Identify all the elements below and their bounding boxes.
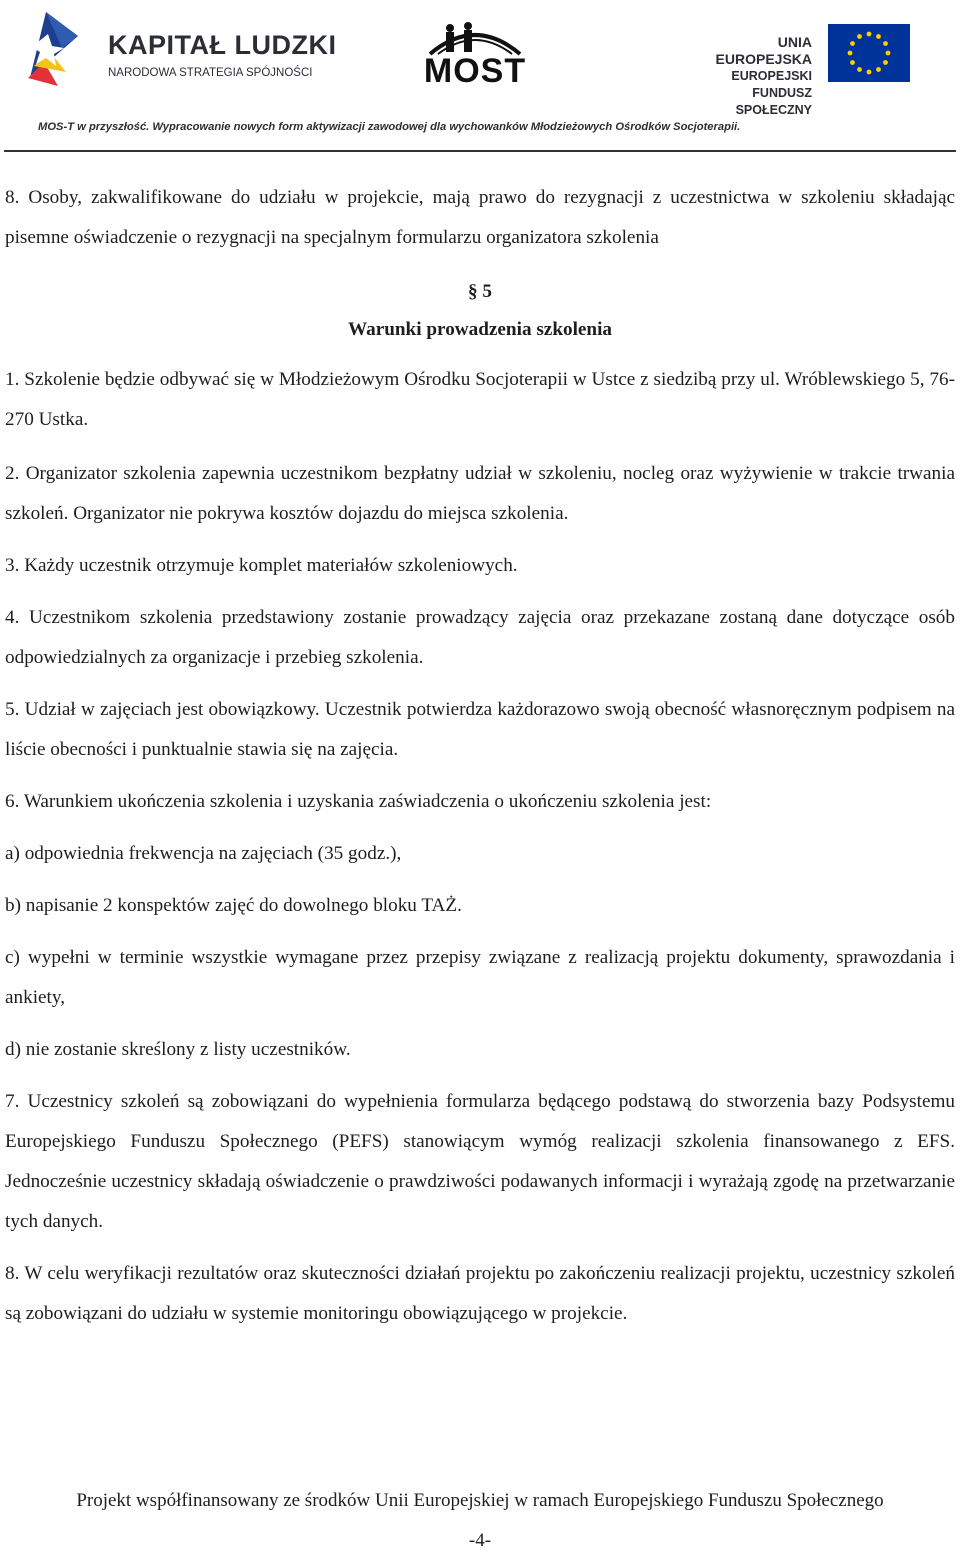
document-body (5, 178, 955, 1334)
paragraph-8: 8. W celu weryfikacji rezultatów oraz skuteczności działań projektu po zakończeniu realizacji projektu, uczestnicy szkoleń są zobowiązani do udziału w systemie monitoringu obowiązującego w projekcie. (5, 1263, 955, 1324)
page-footer: Projekt współfinansowany ze środków Unii Europejskiej w ramach Europejskiego Funduszu Społecznego (76, 1490, 884, 1511)
paragraph-7: 7. Uczestnicy szkoleń są zobowiązani do wypełnienia formularza będącego podstawą do stworzenia bazy Podsystemu Europejskiego Funduszu Społecznego (PEFS) stanowiącym wymóg realizacji szkolenia finansowanego z EFS. Jednocześnie uczestnicy składają oświadczenie o prawdziwości podawanych informacji i wyrażają zgodę na przetwarzanie tych danych. (5, 1091, 955, 1232)
project-tagline: MOS-T w przyszłość. Wypracowanie nowych form aktywizacji zawodowej dla wychowanków Młodzieżowych Ośrodków Socjoterapii. (38, 121, 741, 133)
paragraph-3: 3. Każdy uczestnik otrzymuje komplet materiałów szkoleniowych. (5, 555, 518, 576)
header-divider (4, 150, 956, 152)
kapital-ludzki-title: KAPITAŁ LUDZKI (108, 30, 337, 60)
most-logo-text: MOST (423, 52, 527, 90)
paragraph-5: 5. Udział w zajęciach jest obowiązkowy. Uczestnik potwierdza każdorazowo swoją obecność własnoręcznym podpisem na liście obecności i punktualnie stawia się na zajęcia. (5, 699, 955, 760)
paragraph-4: 4. Uczestnikom szkolenia przedstawiony zostanie prowadzący zajęcia oraz przekazane zostaną dane dotyczące osób odpowiedzialnych za organizacje i przebieg szkolenia. (5, 607, 955, 668)
paragraph-6c: c) wypełni w terminie wszystkie wymagane przez przepisy związane z realizacją projektu dokumenty, sprawozdania i ankiety, (5, 947, 955, 1008)
kapital-ludzki-logo (24, 8, 344, 98)
eu-logo-text (682, 34, 812, 119)
eu-line-2: EUROPEJSKI (731, 69, 812, 83)
paragraph-6a: a) odpowiednia frekwencja na zajęciach (35 godz.), (5, 843, 402, 864)
eu-flag-icon (828, 24, 910, 82)
kapital-ludzki-subtitle: NARODOWA STRATEGIA SPÓJNOŚCI (108, 67, 313, 79)
eu-line-1: UNIA EUROPEJSKA (715, 34, 812, 67)
eu-line-3: FUNDUSZ SPOŁECZNY (735, 86, 812, 117)
paragraph-6b: b) napisanie 2 konspektów zajęć do dowolnego bloku TAŻ. (5, 895, 462, 916)
kapital-ludzki-emblem-icon (24, 8, 94, 98)
paragraph-2: 2. Organizator szkolenia zapewnia uczestnikom bezpłatny udział w szkoleniu, nocleg oraz wyżywienie w trakcie trwania szkoleń. Organizator nie pokrywa kosztów dojazdu do miejsca szkolenia. (5, 463, 955, 524)
section-title: Warunki prowadzenia szkolenia (347, 319, 613, 340)
eu-logo (682, 24, 922, 117)
paragraph-6: 6. Warunkiem ukończenia szkolenia i uzyskania zaświadczenia o ukończeniu szkolenia jest: (5, 791, 712, 812)
paragraph-1: 1. Szkolenie będzie odbywać się w Młodzieżowym Ośrodku Socjoterapii w Ustce z siedzibą przy ul. Wróblewskiego 5, 76-270 Ustka. (5, 369, 955, 430)
paragraph-8-previous: 8. Osoby, zakwalifikowane do udziału w projekcie, mają prawo do rezygnacji z uczestnictwa w szkoleniu składając pisemne oświadczenie o rezygnacji na specjalnym formularzu organizatora szkolenia (5, 187, 955, 248)
most-logo (420, 20, 530, 90)
paragraph-6d: d) nie zostanie skreślony z listy uczestników. (5, 1039, 351, 1060)
page-number: -4- (468, 1530, 492, 1551)
page-header (0, 0, 960, 152)
section-number: § 5 (468, 281, 492, 302)
